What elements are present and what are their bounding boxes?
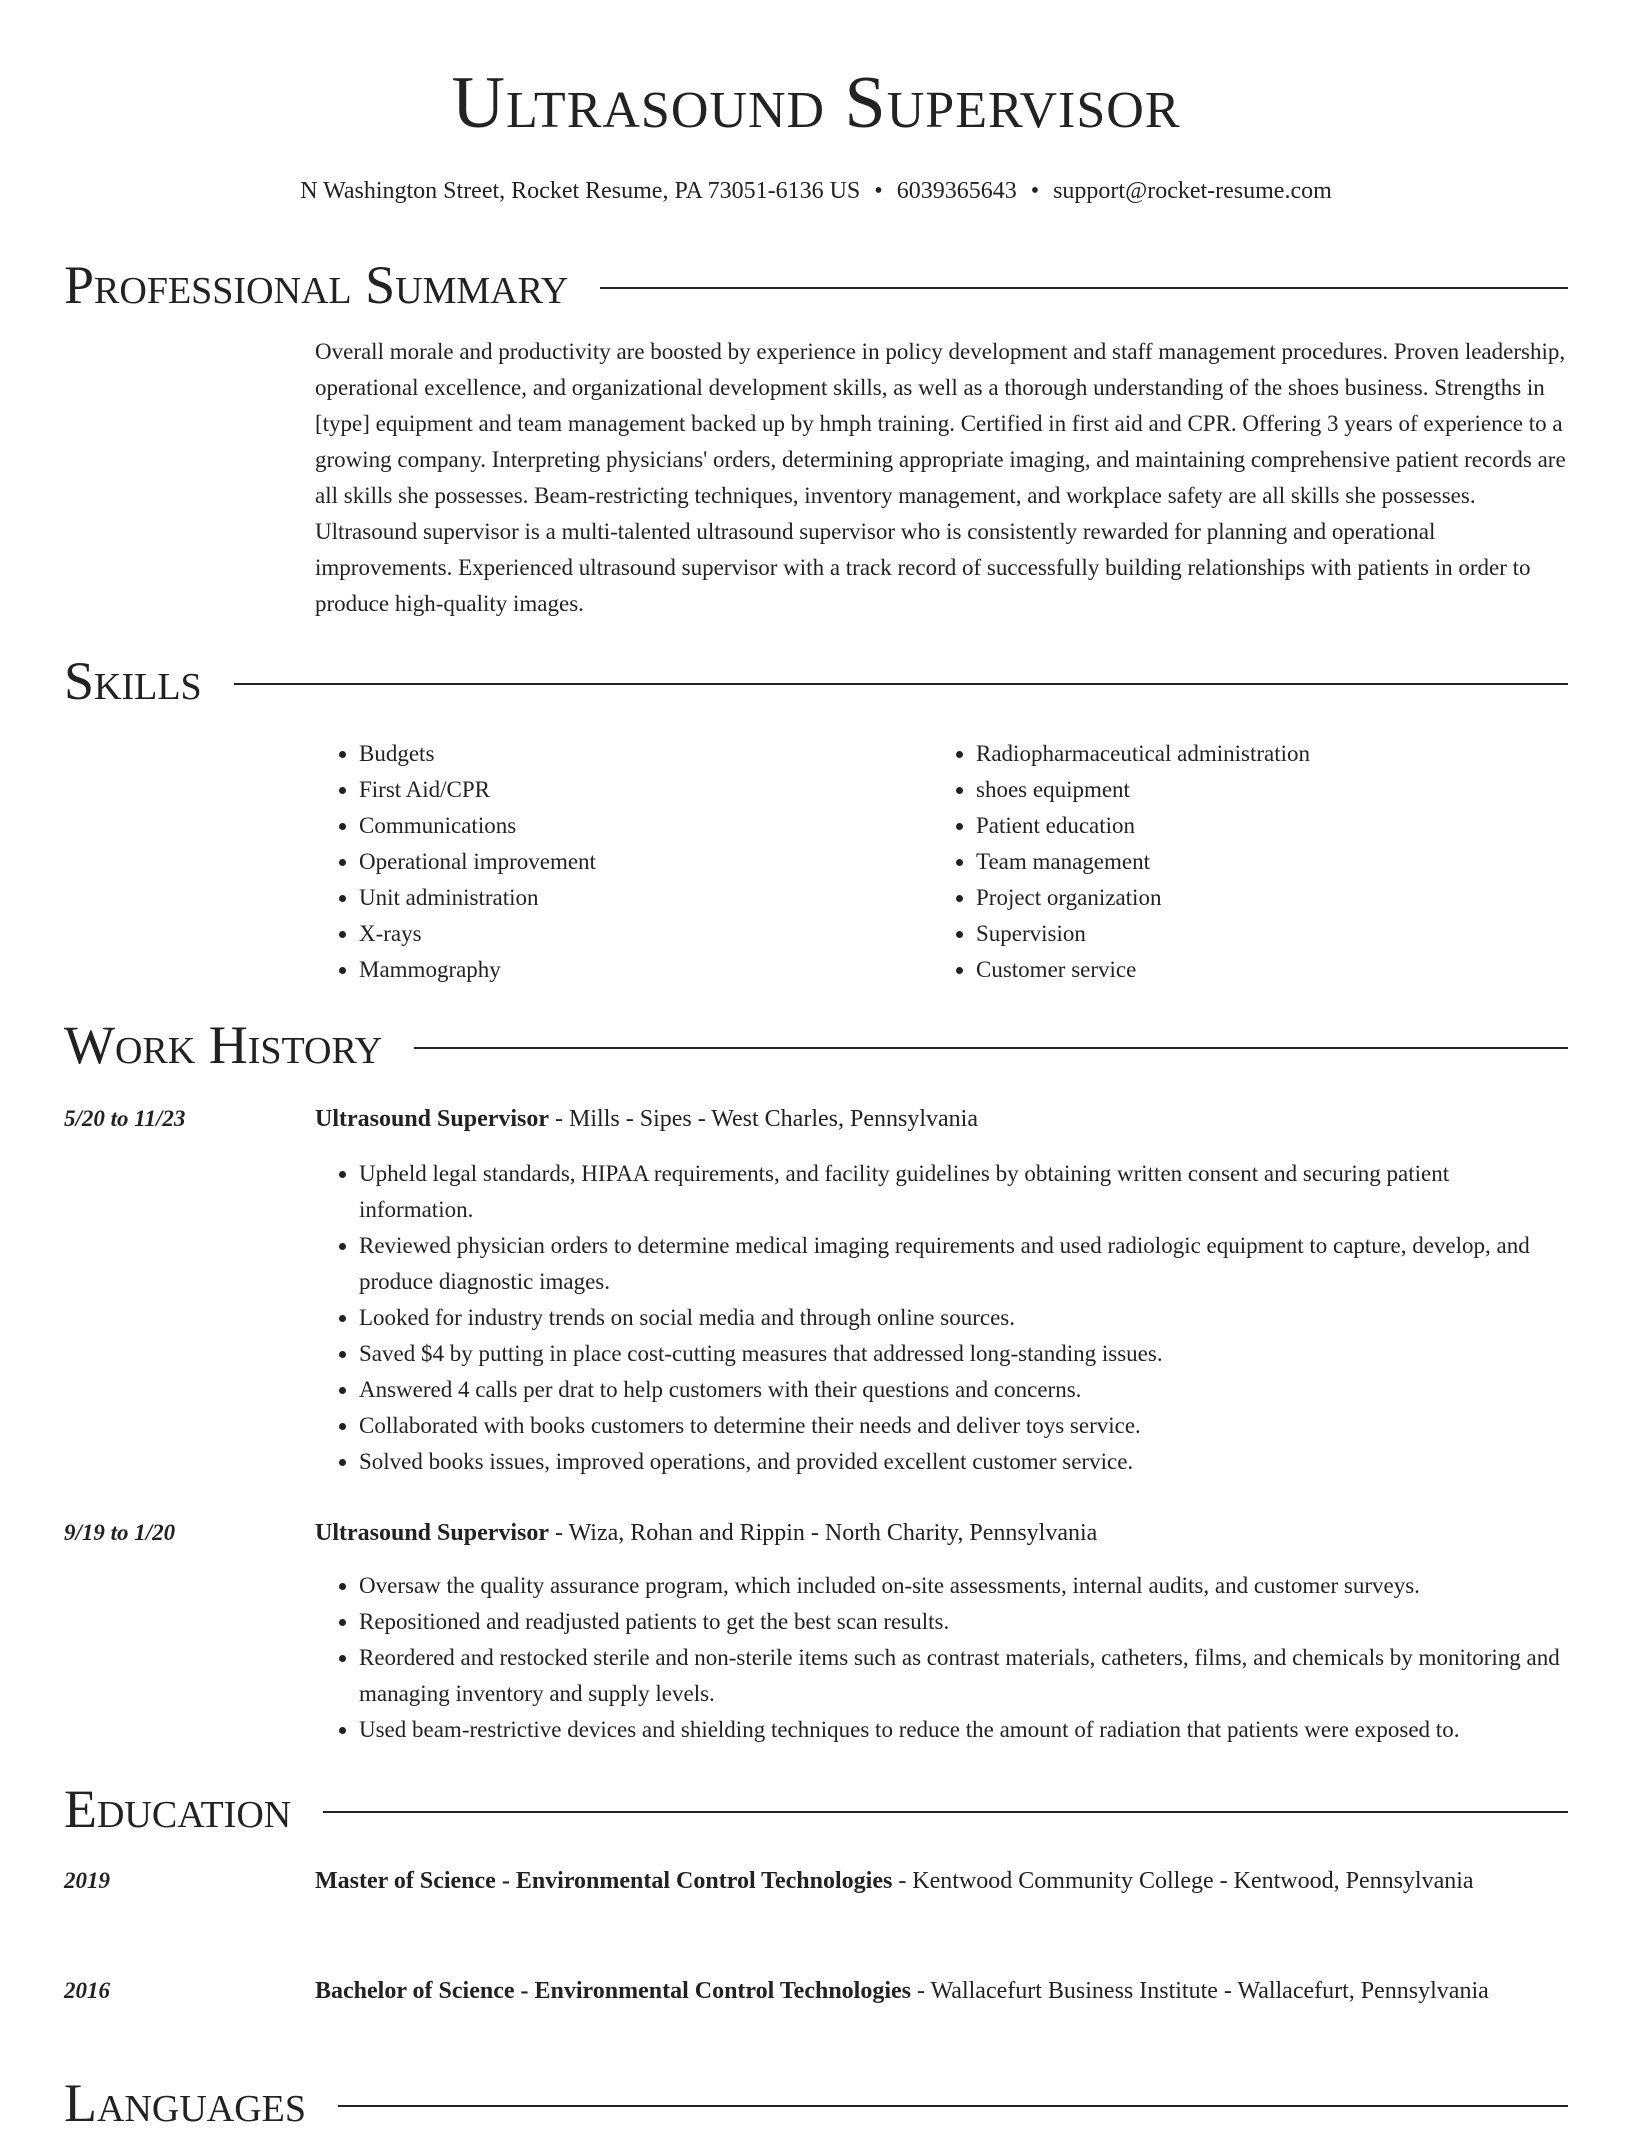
work-history-header xyxy=(64,1012,1568,1078)
section-divider xyxy=(234,683,1568,685)
languages-header xyxy=(64,2070,1568,2136)
degree: Master of Science - Environmental Control Technologies xyxy=(315,1868,893,1894)
skill-item: • Mammography xyxy=(359,952,915,988)
email: support@rocket-resume.com xyxy=(1053,178,1332,204)
job-bullet: • Repositioned and readjusted patients to get the best scan results. xyxy=(359,1604,1568,1640)
skills-header xyxy=(64,648,1568,714)
skills-right-column xyxy=(932,736,1562,988)
skill-item: • Budgets xyxy=(359,736,915,772)
job-title-line xyxy=(315,1514,1568,1552)
skill-item: • X-rays xyxy=(359,916,915,952)
job-responsibilities xyxy=(315,1156,1568,1480)
candidate-name: Ultrasound Supervisor xyxy=(451,62,1181,144)
job-dates: 5/20 to 11/23 xyxy=(64,1106,186,1131)
skills-left-column xyxy=(315,736,915,988)
job-bullet: • Collaborated with books customers to determine their needs and deliver toys service. xyxy=(359,1408,1568,1444)
summary-text: Overall morale and productivity are boosted by experience in policy development and staff management procedures. Proven leadership, operational excellence, and organizational development skills, as well as a thorough understanding of the shoes business. Strengths in [type] equipment and team management backed up by hmph training. Certified in first aid and CPR. Offering 3 years of experience to a growing company. Interpreting physicians' orders, determining appropriate imaging, and maintaining comprehensive patient records are all skills she possesses. Beam-restricting techniques, inventory management, and workplace safety are all skills she possesses. Ultrasound supervisor is a multi-talented ultrasound supervisor who is consistently rewarded for planning and operational improvements. Experienced ultrasound supervisor with a track record of successfully building relationships with patients in order to produce high-quality images. xyxy=(315,339,1566,616)
skill-item: • Project organization xyxy=(976,880,1562,916)
summary-header xyxy=(64,252,1568,318)
skill-item: • Customer service xyxy=(976,952,1562,988)
section-title-summary: Professional Summary xyxy=(64,255,569,315)
separator: • xyxy=(1030,178,1040,204)
job-bullet: • Saved $4 by putting in place cost-cutting measures that addressed long-standing issues. xyxy=(359,1336,1568,1372)
section-title-languages: Languages xyxy=(64,2073,306,2133)
section-divider xyxy=(414,1047,1568,1049)
job-employer: - Mills - Sipes - West Charles, Pennsylvania xyxy=(549,1106,978,1132)
section-divider xyxy=(600,287,1568,289)
job-bullet: • Solved books issues, improved operations, and provided excellent customer service. xyxy=(359,1444,1568,1480)
section-title-skills: Skills xyxy=(64,651,202,711)
job-bullet: • Upheld legal standards, HIPAA requirements, and facility guidelines by obtaining written consent and securing patient information. xyxy=(359,1156,1568,1228)
job-responsibilities xyxy=(315,1568,1568,1748)
job-bullet: • Oversaw the quality assurance program, which included on-site assessments, internal audits, and customer surveys. xyxy=(359,1568,1568,1604)
section-divider xyxy=(338,2105,1568,2107)
education-entry xyxy=(315,1972,1568,2010)
skill-item: • Operational improvement xyxy=(359,844,915,880)
job-bullet: • Reordered and restocked sterile and non-sterile items such as contrast materials, catheters, films, and chemicals by monitoring and managing inventory and supply levels. xyxy=(359,1640,1568,1712)
section-divider xyxy=(323,1811,1568,1813)
job-role: Ultrasound Supervisor xyxy=(315,1520,550,1546)
skill-item: • shoes equipment xyxy=(976,772,1562,808)
job-title-line xyxy=(315,1100,1568,1138)
section-title-work-history: Work History xyxy=(64,1015,383,1075)
skill-item: • Communications xyxy=(359,808,915,844)
education-entry xyxy=(315,1862,1568,1900)
skill-item: • Radiopharmaceutical administration xyxy=(976,736,1562,772)
skill-item: • Team management xyxy=(976,844,1562,880)
education-year: 2019 xyxy=(64,1868,110,1893)
skill-item: • First Aid/CPR xyxy=(359,772,915,808)
job-bullet: • Reviewed physician orders to determine medical imaging requirements and used radiologic equipment to capture, develop, and produce diagnostic images. xyxy=(359,1228,1568,1300)
education-year: 2016 xyxy=(64,1978,110,2003)
separator: • xyxy=(874,178,883,204)
job-role: Ultrasound Supervisor xyxy=(315,1106,550,1132)
education-header xyxy=(64,1776,1568,1842)
skill-item: • Unit administration xyxy=(359,880,915,916)
job-bullet: • Used beam-restrictive devices and shielding techniques to reduce the amount of radiation that patients were exposed to. xyxy=(359,1712,1568,1748)
job-bullet: • Looked for industry trends on social media and through online sources. xyxy=(359,1300,1568,1336)
institution: - Kentwood Community College - Kentwood, Pennsylvania xyxy=(892,1868,1474,1894)
job-dates: 9/19 to 1/20 xyxy=(64,1520,176,1545)
job-bullet: • Answered 4 calls per drat to help customers with their questions and concerns. xyxy=(359,1372,1568,1408)
contact-line xyxy=(0,174,1632,208)
institution: - Wallacefurt Business Institute - Wallacefurt, Pennsylvania xyxy=(911,1978,1489,2004)
skill-item: • Supervision xyxy=(976,916,1562,952)
degree: Bachelor of Science - Environmental Control Technologies xyxy=(315,1978,912,2004)
job-employer: - Wiza, Rohan and Rippin - North Charity, Pennsylvania xyxy=(549,1520,1098,1546)
phone: 6039365643 xyxy=(896,178,1017,204)
address: N Washington Street, Rocket Resume, PA 73051-6136 US xyxy=(300,178,861,204)
section-title-education: Education xyxy=(64,1779,292,1839)
skill-item: • Patient education xyxy=(976,808,1562,844)
